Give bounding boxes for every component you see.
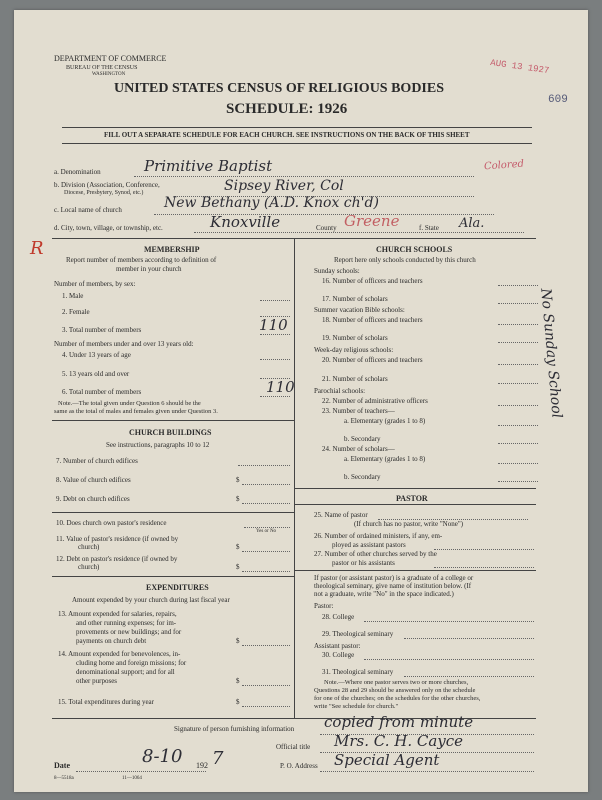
buildings-sub: See instructions, paragraphs 10 to 12	[106, 441, 210, 449]
denomination-line	[134, 176, 474, 177]
pastor-note-3: for one of the churches; on the schedules for the other churches,	[314, 695, 481, 702]
buildings-rule	[52, 420, 294, 421]
weekday-schools-label: Week-day religious schools:	[314, 346, 394, 354]
q1-male-label: 1. Male	[62, 292, 84, 300]
q17-answer-line[interactable]	[498, 303, 538, 304]
local-name-line	[154, 214, 494, 215]
q16-label: 16. Number of officers and teachers	[322, 277, 423, 285]
state-value: Ala.	[459, 216, 485, 231]
state-label: f. State	[419, 224, 439, 232]
division-label: b. Division (Association, Conference,	[54, 181, 160, 189]
q13-label-3: provements or new buildings; and for	[76, 628, 182, 636]
city-label: WASHINGTON	[92, 72, 126, 77]
local-name-value: New Bethany (A.D. Knox ch'd)	[164, 195, 379, 211]
expenditures-heading: EXPENDITURES	[146, 583, 209, 592]
signature-label: Signature of person furnishing information	[174, 725, 295, 733]
received-date-stamp: AUG 13 1927	[489, 57, 550, 77]
members-by-sex-label: Number of members, by sex:	[54, 280, 136, 288]
q20-label: 20. Number of officers and teachers	[322, 356, 423, 364]
membership-sub-2: member in your church	[116, 265, 182, 273]
q24a-answer-line[interactable]	[498, 463, 538, 464]
q17-label: 17. Number of scholars	[322, 295, 388, 303]
q10-own-residence-label: 10. Does church own pastor's residence	[56, 519, 167, 527]
form-number: 8—5518a	[54, 776, 74, 781]
q2-female-label: 2. Female	[62, 308, 90, 316]
census-schedule-sheet	[14, 10, 588, 792]
q9-dollar: $	[236, 495, 240, 503]
q25-label: 25. Name of pastor	[314, 511, 368, 519]
q14-label-2: cluding home and foreign missions; for	[76, 659, 187, 667]
q30-answer-line[interactable]	[364, 659, 534, 660]
q13-label-4: payments on church debt	[76, 637, 147, 645]
q8-answer-line[interactable]	[242, 484, 290, 485]
official-title-value: Mrs. C. H. Cayce	[334, 732, 464, 750]
q23a-answer-line[interactable]	[498, 425, 538, 426]
q11-label-2: church)	[78, 543, 100, 551]
header-rule-bottom	[62, 143, 532, 144]
q22-answer-line[interactable]	[498, 405, 538, 406]
q6-total-label: 6. Total number of members	[62, 388, 142, 396]
schedule-title: SCHEDULE: 1926	[226, 101, 348, 117]
schools-sub: Report here only schools conducted by this church	[334, 256, 476, 264]
q23a-label: a. Elementary (grades 1 to 8)	[344, 417, 426, 425]
department-label: DEPARTMENT OF COMMERCE	[54, 54, 167, 63]
pastor-note-2: Questions 28 and 29 should be answered only on the schedule	[314, 687, 476, 694]
county-value: Greene	[344, 212, 400, 230]
year-prefix: 192	[196, 761, 208, 770]
q31-label: 31. Theological seminary	[322, 668, 394, 676]
po-address-line[interactable]	[320, 771, 534, 772]
summer-schools-label: Summer vacation Bible schools:	[314, 306, 405, 314]
po-address-value: Special Agent	[334, 751, 440, 769]
assistant-pastor-subheading: Assistant pastor:	[314, 642, 361, 650]
q18-label: 18. Number of officers and teachers	[322, 316, 423, 324]
serial-number-stamp: 609	[548, 94, 568, 106]
q30-label: 30. College	[322, 651, 355, 659]
q22-label: 22. Number of administrative officers	[322, 397, 428, 405]
q3-total-label: 3. Total number of members	[62, 326, 142, 334]
q15-dollar: $	[236, 698, 240, 706]
q12-label-2: church)	[78, 563, 100, 571]
pastor-rule	[294, 488, 536, 489]
column-divider	[294, 238, 295, 718]
q12-answer-line[interactable]	[242, 571, 290, 572]
q12-debt-residence-label: 12. Debt on pastor's residence (if owned by	[56, 555, 178, 563]
q3-total-value: 110	[259, 316, 288, 334]
graduate-instruction-2: theological seminary, give name of institution below. (If	[314, 582, 472, 590]
colored-stamp: Colored	[483, 158, 525, 173]
review-mark: R	[30, 238, 44, 259]
q13-answer-line[interactable]	[242, 645, 290, 646]
denomination-label: a. Denomination	[54, 168, 101, 176]
date-label: Date	[54, 761, 70, 770]
q26-label-1: 26. Number of ordained ministers, if any, em-	[314, 532, 443, 540]
q18-answer-line[interactable]	[498, 324, 538, 325]
form-number-2: 11—1064	[122, 776, 142, 781]
q25-note: (If church has no pastor, write "None")	[354, 520, 464, 528]
q11-value-residence-label: 11. Value of pastor's residence (if owned by	[56, 535, 179, 543]
q19-answer-line[interactable]	[498, 342, 538, 343]
q13-dollar: $	[236, 637, 240, 645]
q11-answer-line[interactable]	[242, 551, 290, 552]
expenditures-rule	[52, 576, 294, 577]
q15-answer-line[interactable]	[242, 706, 290, 707]
q21-answer-line[interactable]	[498, 383, 538, 384]
q14-dollar: $	[236, 677, 240, 685]
q12-dollar: $	[236, 563, 240, 571]
q23b-label: b. Secondary	[344, 435, 381, 443]
pastor-rule-2	[294, 504, 536, 505]
q14-answer-line[interactable]	[242, 685, 290, 686]
q3-answer-line[interactable]	[260, 334, 290, 335]
expenditures-sub: Amount expended by your church during last fiscal year	[72, 596, 230, 604]
q16-answer-line[interactable]	[498, 285, 538, 286]
yes-or-no-hint: Yes or No	[256, 529, 277, 534]
q14-label-1: 14. Amount expended for benevolences, in-	[58, 650, 181, 658]
denomination-value: Primitive Baptist	[144, 157, 273, 175]
q11-dollar: $	[236, 543, 240, 551]
bureau-label: BUREAU OF THE CENSUS	[66, 65, 138, 71]
q26-answer-line[interactable]	[434, 549, 534, 550]
q7-answer-line[interactable]	[238, 465, 290, 466]
po-address-label: P. O. Address	[280, 762, 318, 770]
q23b-answer-line[interactable]	[498, 443, 538, 444]
q6-total-value: 110	[266, 378, 295, 396]
parochial-schools-label: Parochial schools:	[314, 387, 366, 395]
q27-answer-line[interactable]	[434, 567, 534, 568]
local-name-label: c. Local name of church	[54, 206, 122, 214]
q24b-answer-line[interactable]	[498, 481, 538, 482]
residence-rule	[52, 512, 294, 513]
q6-answer-line[interactable]	[260, 396, 290, 397]
q23-label: 23. Number of teachers—	[322, 407, 395, 415]
q5-over13-label: 5. 13 years old and over	[62, 370, 130, 378]
pastor-note-1: Note.—Where one pastor serves two or more churches,	[324, 679, 469, 686]
division-label-2: Diocese, Presbytery, Synod, etc.)	[64, 190, 144, 196]
q8-dollar: $	[236, 476, 240, 484]
graduate-rule	[294, 570, 536, 571]
no-sunday-school-note: No Sunday School	[537, 287, 565, 419]
county-label: County	[316, 224, 337, 232]
q13-label-1: 13. Amount expended for salaries, repairs,	[58, 610, 177, 618]
buildings-heading: CHURCH BUILDINGS	[129, 428, 212, 437]
form-title: UNITED STATES CENSUS OF RELIGIOUS BODIES	[114, 81, 445, 96]
signature-value: copied from minute	[324, 713, 474, 731]
q13-label-2: and other running expenses; for im-	[76, 619, 177, 627]
q28-label: 28. College	[322, 613, 355, 621]
q27-label-2: pastor or his assistants	[332, 559, 395, 567]
q4-answer-line[interactable]	[260, 359, 290, 360]
q24-label: 24. Number of scholars—	[322, 445, 395, 453]
q19-label: 19. Number of scholars	[322, 334, 388, 342]
q9-answer-line[interactable]	[242, 503, 290, 504]
q7-edifices-label: 7. Number of church edifices	[56, 457, 138, 465]
schools-heading: CHURCH SCHOOLS	[376, 245, 453, 254]
q29-label: 29. Theological seminary	[322, 630, 394, 638]
q8-value-label: 8. Value of church edifices	[56, 476, 131, 484]
q20-answer-line[interactable]	[498, 364, 538, 365]
q15-label: 15. Total expenditures during year	[58, 698, 154, 706]
city-line	[194, 232, 524, 233]
separate-schedule-instruction: FILL OUT A SEPARATE SCHEDULE FOR EACH CHURCH. SEE INSTRUCTIONS ON THE BACK OF THIS SHEET	[104, 131, 470, 139]
q24b-label: b. Secondary	[344, 473, 381, 481]
members-by-age-label: Number of members under and over 13 years old:	[54, 340, 194, 348]
date-value: 8-10	[142, 746, 183, 767]
membership-note-1: Note.—The total given under Question 6 should be the	[58, 400, 201, 407]
q4-under13-label: 4. Under 13 years of age	[62, 351, 131, 359]
q28-answer-line[interactable]	[364, 621, 534, 622]
pastor-heading: PASTOR	[396, 494, 428, 503]
q21-label: 21. Number of scholars	[322, 375, 388, 383]
header-rule-top	[62, 127, 532, 128]
q26-label-2: ployed as assistant pastors	[332, 541, 406, 549]
q24a-label: a. Elementary (grades 1 to 8)	[344, 455, 426, 463]
membership-heading: MEMBERSHIP	[144, 245, 200, 254]
pastor-subheading: Pastor:	[314, 602, 334, 610]
q1-answer-line[interactable]	[260, 300, 290, 301]
q9-debt-label: 9. Debt on church edifices	[56, 495, 130, 503]
division-value: Sipsey River, Col	[224, 178, 344, 194]
graduate-instruction-1: If pastor (or assistant pastor) is a graduate of a college or	[314, 574, 474, 582]
membership-sub-1: Report number of members according to definition of	[66, 256, 217, 264]
city-town-value: Knoxville	[210, 213, 281, 231]
sunday-schools-label: Sunday schools:	[314, 267, 360, 275]
membership-note-2: same as the total of males and females given under Question 3.	[54, 408, 218, 415]
q31-answer-line[interactable]	[404, 676, 534, 677]
pastor-note-4: write "See schedule for church."	[314, 703, 399, 710]
q14-label-3: denominational support; and for all	[76, 668, 175, 676]
city-town-label: d. City, town, village, or township, etc.	[54, 224, 163, 232]
q29-answer-line[interactable]	[404, 638, 534, 639]
date-line[interactable]	[76, 771, 206, 772]
graduate-instruction-3: not a graduate, write "No" in the space indicated.)	[314, 590, 454, 598]
q14-label-4: other purposes	[76, 677, 118, 685]
q27-label-1: 27. Number of other churches served by the	[314, 550, 437, 558]
year-value: 7	[212, 748, 224, 769]
official-title-label: Official title	[276, 743, 311, 751]
